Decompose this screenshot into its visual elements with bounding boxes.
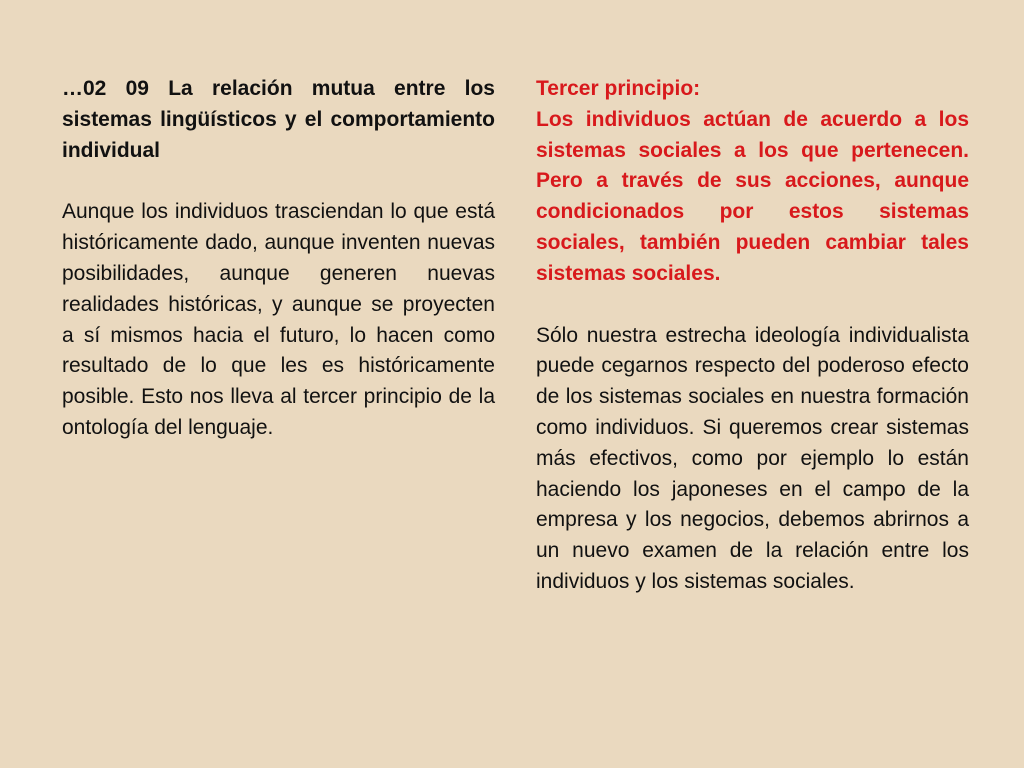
left-column xyxy=(62,74,495,475)
left-paragraph: Aunque los individuos trasciendan lo que está históricamente dado, aunque inventen nuevas posibilidades, aunque generen nuevas realidades históricas, y aunque se proyecten a sí mismos hacia el futuro, lo hacen como resultado de lo que les es históricamente posible. Esto nos lleva al tercer principio de la ontología del lenguaje. xyxy=(62,200,495,439)
right-column xyxy=(536,74,969,629)
right-paragraph: Sólo nuestra estrecha ideología individualista puede cegarnos respecto del poderoso efecto de los sistemas sociales en nuestra formación como individuos. Si queremos crear sistemas más efectivos, como por ejemplo lo están haciendo los japoneses en el campo de la empresa y los negocios, debemos abrirnos a un nuevo examen de la relación entre los individuos y los sistemas sociales. xyxy=(536,323,969,593)
principle-block xyxy=(536,74,969,290)
principle-text: Los individuos actúan de acuerdo a los sistemas sociales a los que pertenecen. Pero a través de sus acciones, aunque condicionados por estos sistemas sociales, también pueden cambiar tales sistemas sociales. xyxy=(536,107,969,285)
principle-title: Tercer principio: xyxy=(536,77,701,100)
section-heading: …02 09 La relación mutua entre los sistemas lingüísticos y el comportamiento individual xyxy=(62,77,495,162)
